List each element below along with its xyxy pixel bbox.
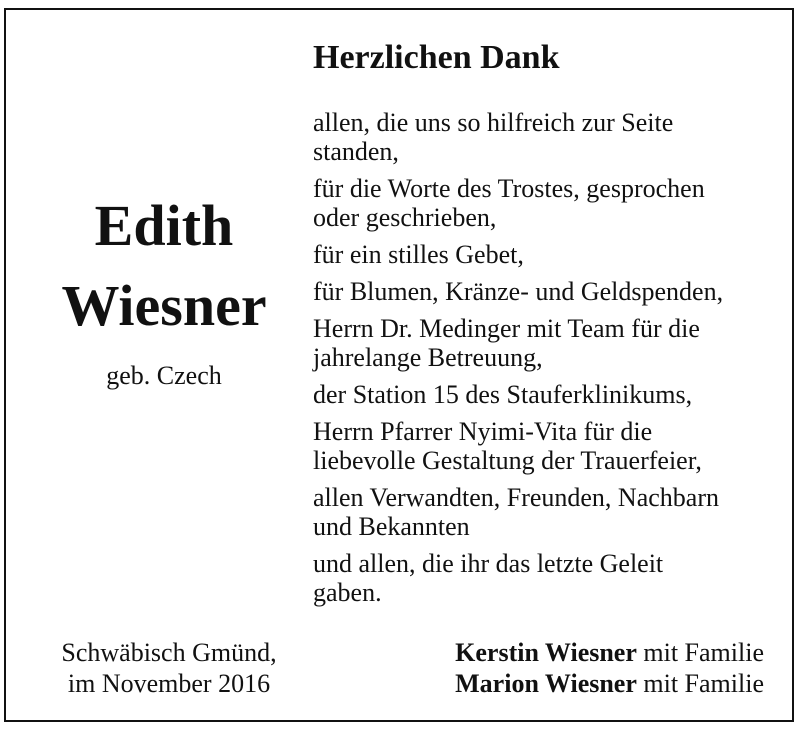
thanks-item	[313, 174, 783, 232]
thanks-line: standen,	[313, 137, 399, 166]
signature-name: Kerstin Wiesner	[455, 638, 637, 667]
signature-suffix: mit Familie	[636, 669, 764, 698]
thanks-line: der Station 15 des Stauferklinikums,	[313, 380, 693, 409]
thanks-line: liebevolle Gestaltung der Trauerfeier,	[313, 446, 702, 475]
thanks-line: Herrn Dr. Medinger mit Team für die	[313, 314, 700, 343]
thanks-line: für ein stilles Gebet,	[313, 240, 524, 269]
thanks-line: und Bekannten	[313, 512, 470, 541]
thanks-list	[313, 108, 783, 615]
thanks-line: allen, die uns so hilfreich zur Seite	[313, 108, 674, 137]
thanks-line: allen Verwandten, Freunden, Nachbarn	[313, 483, 719, 512]
thanks-item	[313, 417, 783, 475]
thanks-line: Herrn Pfarrer Nyimi-Vita für die	[313, 417, 653, 446]
thanks-item	[313, 108, 783, 166]
signature-line	[455, 668, 764, 699]
deceased-first-name: Edith	[94, 193, 234, 258]
thanks-line: und allen, die ihr das letzte Geleit	[313, 549, 664, 578]
thanks-line: jahrelange Betreuung,	[313, 343, 543, 372]
thanks-item	[313, 240, 783, 269]
thanks-line: gaben.	[313, 578, 382, 607]
thanks-item	[313, 277, 783, 306]
thanks-line: für Blumen, Kränze- und Geldspenden,	[313, 277, 724, 306]
place-date	[14, 637, 324, 699]
signatures	[455, 637, 764, 699]
thanks-line: oder geschrieben,	[313, 203, 497, 232]
deceased-last-name: Wiesner	[61, 273, 267, 338]
thanks-item	[313, 380, 783, 409]
notice-heading: Herzlichen Dank	[313, 39, 560, 76]
deceased-birth-name: geb. Czech	[106, 361, 222, 390]
signature-suffix: mit Familie	[636, 638, 764, 667]
place: Schwäbisch Gmünd,	[61, 638, 277, 667]
thanks-item	[313, 314, 783, 372]
signature-name: Marion Wiesner	[455, 669, 637, 698]
date: im November 2016	[67, 669, 271, 698]
thanks-item	[313, 483, 783, 541]
thanks-line: für die Worte des Trostes, gesprochen	[313, 174, 705, 203]
thanks-item	[313, 549, 783, 607]
signature-line	[455, 637, 764, 668]
